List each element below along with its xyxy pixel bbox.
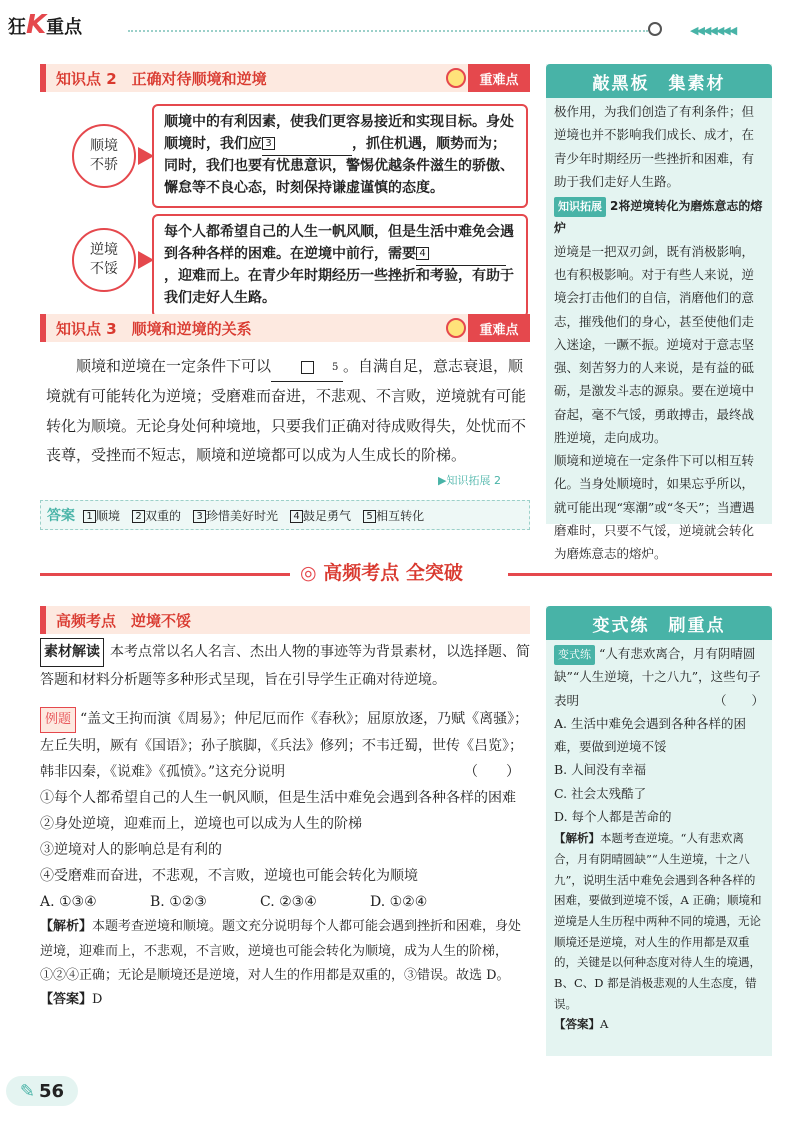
answer-text: 双重的 bbox=[145, 508, 182, 523]
difficulty-tag: 重难点 bbox=[468, 314, 530, 342]
answer-paren: （ ） bbox=[713, 692, 764, 708]
intro-text: 本考点常以名人名言、杰出人物的事迹等为背景素材，以选择题、简答题和材料分析题等多种形式呈现，旨在引导学生正确对待逆境。 bbox=[40, 644, 530, 688]
hf-topic-bar bbox=[40, 606, 530, 634]
answer-number: 5 bbox=[363, 510, 376, 523]
answer-number: 2 bbox=[132, 510, 145, 523]
answer-item bbox=[83, 509, 120, 523]
body-text: 。自满自足，意志衰退，顺境就有可能转化为逆境；受磨难而奋进，不悲观、不言败，逆境就有可能转化为顺境。无论身处何种境地，只要我们正确对待成败得失，处忧而不丧尊，受挫而不短志，顺境和逆境都可以成为人生成长的阶梯。 bbox=[46, 357, 527, 464]
sidebar-paragraph: 极作用，为我们创造了有利条件；但逆境也并不影响我们成长、成才，在青少年时期经历一些挫折和困难，有助于我们走好人生路。 bbox=[554, 104, 755, 189]
circle-line: 顺境 bbox=[90, 138, 118, 155]
practice-option: B. 人间没有幸福 bbox=[554, 762, 647, 778]
analysis-text: 本题考查逆境。“人有悲欢离合，月有阴晴圆缺”“人生逆境，十之八九”，说明生活中难免会遇到各种各样的困难，要做到逆境不馁，A 正确；顺境和逆境是人生历程中两种不同的境遇，无论顺境还是逆境，对人生的作用都是双重的，关键是以何种态度对待人生的境遇，B、C、D 都是消极悲观的人生态度，错误。 bbox=[554, 831, 762, 1011]
hf-topic-title: 高频考点 逆境不馁 bbox=[56, 611, 192, 630]
example-item: ④受磨难而奋进，不悲观，不言败，逆境也可能会转化为顺境 bbox=[40, 868, 418, 885]
analysis-label: 【解析】 bbox=[40, 919, 93, 935]
example-item: ①每个人都希望自己的人生一帆风顺，但是生活中难免会遇到各种各样的困难 bbox=[40, 790, 516, 807]
sidebar-practice-header: 变式练 刷重点 bbox=[546, 606, 772, 640]
answer-item bbox=[363, 509, 424, 523]
option-a: A. ①③④ bbox=[40, 894, 97, 911]
analysis-label: 【解析】 bbox=[554, 831, 600, 846]
ext-title: 2将逆境转化为磨炼意志的熔炉 bbox=[554, 199, 763, 236]
pen-icon: ✎ bbox=[19, 1080, 36, 1102]
circle-line: 不骄 bbox=[90, 157, 118, 173]
concept-text: 顺境中的有利因素，使我们更容易接近和实现目标。身处顺境时，我们应 bbox=[164, 114, 514, 152]
answer-value: A bbox=[600, 1017, 609, 1032]
header-circle-icon bbox=[648, 22, 662, 36]
section-divider-right bbox=[508, 573, 772, 576]
example-label: 例题 bbox=[40, 707, 76, 733]
sidebar-paragraph: 逆境是一把双刃剑，既有消极影响，也有积极影响。对于有些人来说，逆境会打击他们的自信，消磨他们的意志，摧残他们的身心，甚至使他们走入迷途，一蹶不振。逆境对于意志坚强、刻苦努力的人来说，是有益的砥砺，是激发斗志的源泉。要在逆境中奋起，毫不气馁，勇敢搏击，最终战胜逆境，走向成功。 bbox=[554, 243, 755, 445]
blank-number: 3 bbox=[262, 137, 275, 150]
example-item: ③逆境对人的影响总是有利的 bbox=[40, 842, 222, 859]
practice-tag: 变式练 bbox=[554, 645, 595, 665]
ext-tag: 知识拓展 bbox=[554, 197, 606, 217]
option-d: D. ①②④ bbox=[370, 894, 428, 911]
answer-item bbox=[132, 509, 181, 523]
difficulty-tag: 重难点 bbox=[468, 64, 530, 92]
topic-2-bar bbox=[40, 64, 530, 92]
sidebar-paragraph: 顺境和逆境在一定条件下可以相互转化。当身处顺境时，如果忘乎所以，就可能出现“寒潮”或“冬天”；当遭遇磨难时，只要不气馁，逆境就会转化为磨炼意志的熔炉。 bbox=[554, 453, 755, 562]
section-divider-left bbox=[40, 573, 290, 576]
concept-box-nijing bbox=[152, 214, 528, 318]
answer-label: 【答案】 bbox=[40, 991, 93, 1007]
answer-item bbox=[193, 509, 278, 523]
page-number: 56 bbox=[39, 1080, 65, 1102]
section-title: ◎ 高频考点 全突破 bbox=[300, 562, 463, 584]
option-c: C. ②③④ bbox=[260, 894, 317, 911]
option-b: B. ①②③ bbox=[150, 894, 207, 911]
example-item: ②身处逆境，迎难而上，逆境也可以成为人生的阶梯 bbox=[40, 816, 362, 833]
sidebar-practice bbox=[546, 606, 772, 1056]
practice-option: A. 生活中难免会遇到各种各样的困难，要做到逆境不馁 bbox=[554, 715, 746, 755]
answer-text: 相互转化 bbox=[376, 508, 425, 523]
answer-paren: （ ） bbox=[464, 764, 520, 781]
answer-text: 珍惜美好时光 bbox=[206, 508, 279, 523]
sidebar-notes bbox=[546, 64, 772, 562]
answer-number: 1 bbox=[83, 510, 96, 523]
practice-option: C. 社会太残酷了 bbox=[554, 785, 647, 801]
hf-intro bbox=[40, 638, 530, 693]
topic-3-title: 知识点 3 顺境和逆境的关系 bbox=[56, 319, 252, 338]
concept-text: ，迎难而上。在青少年时期经历一些挫折和考验，有助于我们走好人生路。 bbox=[164, 268, 514, 307]
concept-text: ，抓住机遇，顺势而为；同时，我们也要有忧患意识，警惕优越条件滋生的骄傲、懈怠等不良心态，时刻保持谦虚谨慎的态度。 bbox=[164, 135, 514, 197]
circle-line: 不馁 bbox=[90, 261, 118, 277]
answer-text: 鼓足勇气 bbox=[303, 508, 352, 523]
example-question bbox=[40, 706, 530, 1012]
concept-box-shunjing bbox=[152, 104, 528, 208]
topic-3-body bbox=[46, 352, 530, 470]
answer-text: 顺境 bbox=[96, 508, 121, 523]
answer-value: D bbox=[92, 991, 103, 1007]
answer-item bbox=[290, 509, 351, 523]
sidebar-notes-header: 敲黑板 集素材 bbox=[546, 64, 772, 98]
header-logo: 狂K重点 bbox=[8, 10, 83, 40]
blank-number: 5 bbox=[301, 361, 314, 374]
answer-list bbox=[83, 507, 436, 524]
practice-option: D. 每个人都是苦命的 bbox=[554, 808, 672, 824]
material-label: 素材解读 bbox=[40, 638, 104, 667]
magnifier-icon bbox=[446, 318, 466, 338]
knowledge-ext-link[interactable]: ▶知识拓展 2 bbox=[438, 474, 501, 487]
answer-number: 3 bbox=[193, 510, 206, 523]
analysis-text: 本题考查逆境和顺境。题文充分说明每个人都可能会遇到挫折和困难，身处逆境，迎难而上，不悲观，不言败，逆境也可能会转化为顺境，成为人生的阶梯，①②④正确；无论是顺境还是逆境，对人生的作用都是双重的，③错误。故选 D。 bbox=[40, 919, 522, 983]
magnifier-icon bbox=[446, 68, 466, 88]
practice-stem: “人有悲欢离合，月有阴晴圆缺”“人生逆境，十之八九”，这些句子表明 bbox=[554, 646, 761, 708]
circle-line: 逆境 bbox=[90, 242, 118, 259]
concept-circle-nijing bbox=[72, 228, 136, 292]
answer-number: 4 bbox=[290, 510, 303, 523]
body-text: 顺境和逆境在一定条件下可以 bbox=[76, 357, 272, 375]
concept-text: 每个人都希望自己的人生一帆风顺，但是生活中难免会遇到各种各样的困难。在逆境中前行，需要 bbox=[164, 224, 514, 262]
header-arrows-icon: ◀◀◀◀◀◀◀ bbox=[690, 24, 736, 37]
answer-label: 答案 bbox=[47, 508, 75, 524]
blank-number: 4 bbox=[416, 247, 429, 260]
answer-bar bbox=[40, 500, 530, 530]
topic-2-title: 知识点 2 正确对待顺境和逆境 bbox=[56, 69, 267, 88]
page-number-badge bbox=[6, 1076, 78, 1106]
topic-3-bar bbox=[40, 314, 530, 342]
example-stem: “盖文王拘而演《周易》；仲尼厄而作《春秋》；屈原放逐，乃赋《离骚》；左丘失明，厥有《国语》；孙子膑脚，《兵法》修列；不韦迁蜀，世传《吕览》；韩非囚秦，《说难》《孤愤》。”这充分说明 bbox=[40, 711, 529, 781]
answer-label: 【答案】 bbox=[554, 1017, 600, 1032]
concept-circle-shunjing bbox=[72, 124, 136, 188]
header-divider bbox=[128, 30, 648, 32]
